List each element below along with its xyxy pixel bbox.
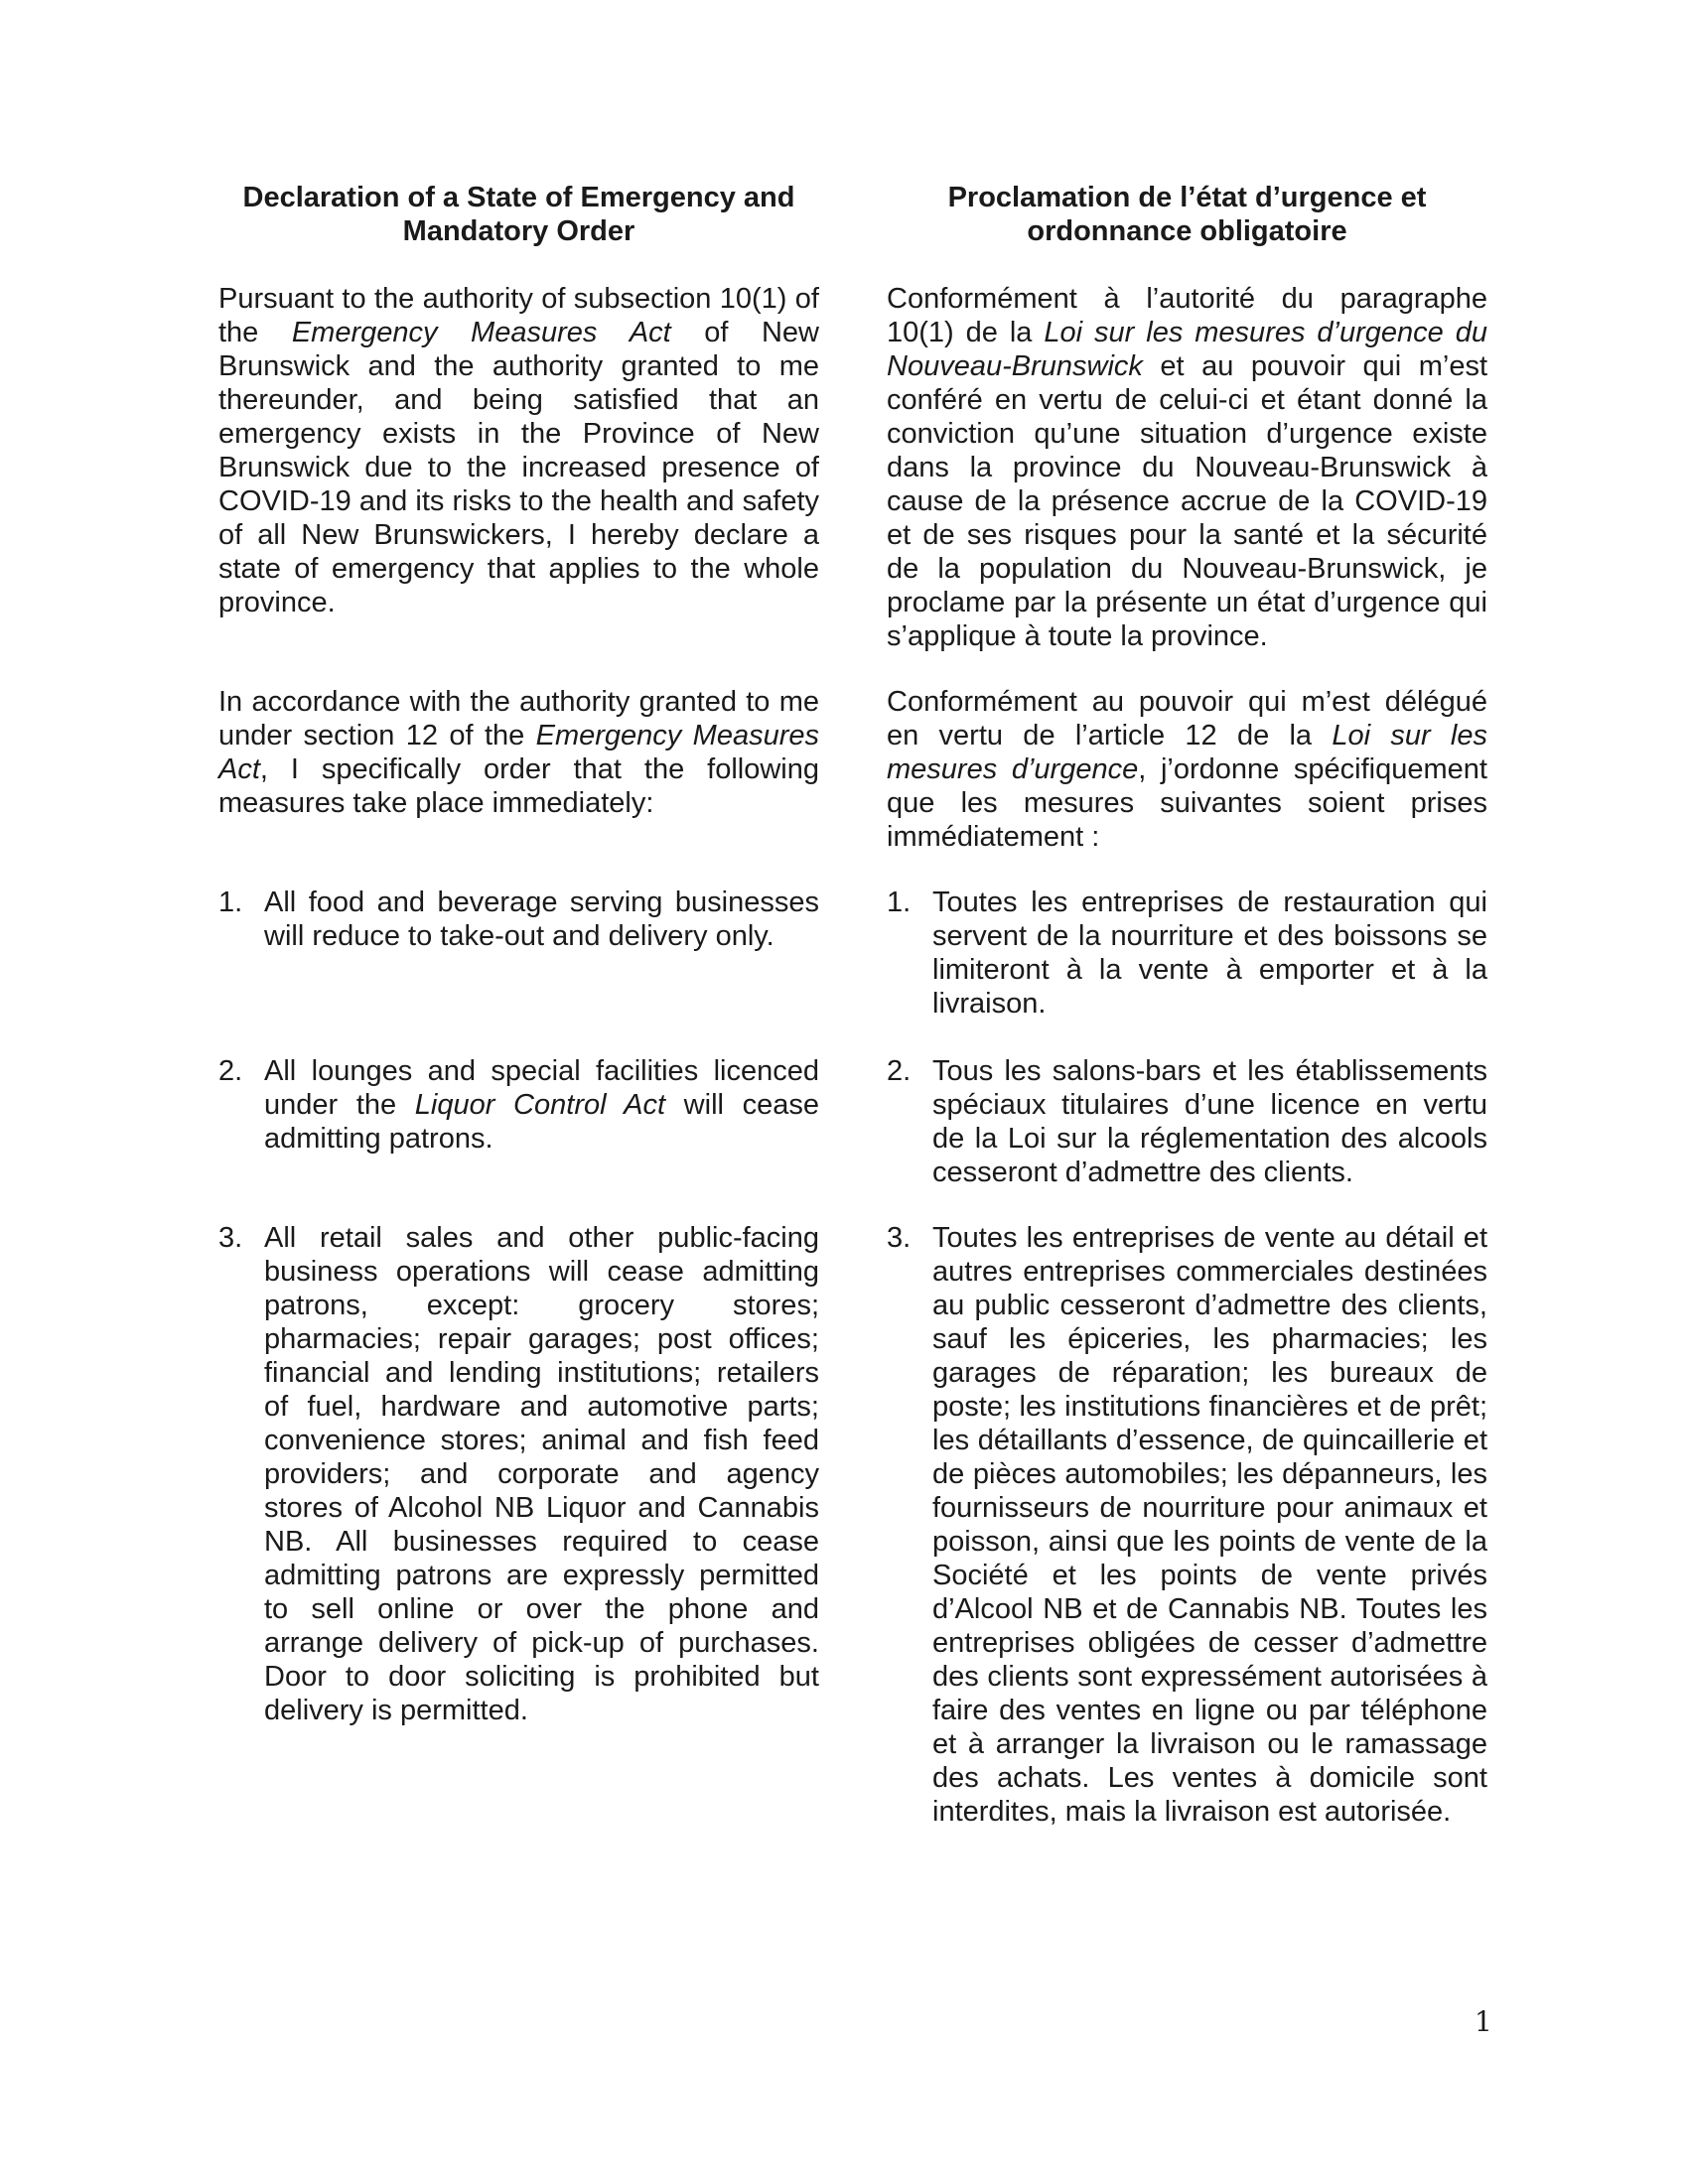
french-item-2-number: 2.: [887, 1055, 912, 1087]
english-paragraph-order-text: In accordance with the authority granted to me under section 12 of the: [218, 686, 819, 751]
french-item-3-text: [932, 1221, 1487, 1829]
page-number: 1: [1475, 2005, 1492, 2038]
french-paragraph-authority-text-cont: et au pouvoir qui m’est conféré en vertu de celui-ci et étant donné la conviction qu’une situation d’urgence existe dans la province du Nouveau-Brunswick à cause de la présence accrue de la COVID-19 et de ses risques pour la santé et la sécurité de la population du Nouveau-Brunswick, je proclame par la présente un état d’urgence qui s’applique à toute la province.: [887, 350, 1487, 652]
english-item-1-number: 1.: [218, 887, 243, 918]
english-item-1-text-main: All food and beverage serving businesses will reduce to take-out and delivery only.: [264, 887, 819, 952]
french-item-3-text-main: Toutes les entreprises de vente au détail et autres entreprises commerciales destinées au public cesseront d’admettre des clients, sauf les épiceries, les pharmacies; les garages de réparation; les bureaux de poste; les institutions financières et de prêt; les détaillants d’essence, de quincaillerie et de pièces automobiles; les dépanneurs, les fournisseurs de nourriture pour animaux et poisson, ainsi que les points de vente de la Société et les points de vente privés d’Alcool NB et de Cannabis NB. Toutes les entreprises obligées de cesser d’admettre des clients sont expressément autorisées à faire des ventes en ligne ou par téléphone et à arranger la livraison ou le ramassage des achats. Les ventes à domicile sont interdites, mais la livraison est autorisée.: [932, 1222, 1487, 1828]
english-paragraph-order: [218, 685, 819, 820]
french-item-1-text: [932, 886, 1487, 1021]
english-item-2-text-cont: will cease admitting patrons.: [264, 1089, 819, 1155]
french-item-1-text-main: Toutes les entreprises de restauration qui servent de la nourriture et des boissons se limiteront à la vente à emporter et à la livraison.: [932, 887, 1487, 1020]
french-item-3-number: 3.: [887, 1222, 912, 1254]
english-act-name: Emergency Measures Act: [291, 317, 671, 348]
english-item-2-number: 2.: [218, 1055, 243, 1087]
english-item-2-text: [264, 1054, 819, 1156]
english-item-3-number: 3.: [218, 1222, 243, 1254]
french-paragraph-order: [887, 685, 1487, 854]
french-act-name: Loi sur les mesures d’urgence du Nouveau-Brunswick: [887, 317, 1487, 382]
french-item-2-text-main: Tous les salons-bars et les établissements spéciaux titulaires d’une licence en vertu de la Loi sur la réglementation des alcools cesseront d’admettre des clients.: [932, 1055, 1487, 1188]
french-act-name-2: Loi sur les mesures d’urgence: [887, 720, 1487, 785]
french-column: [887, 181, 1487, 1828]
french-paragraph-order-text: Conformément au pouvoir qui m’est délégué en vertu de l’article 12 de la: [887, 686, 1487, 751]
english-paragraph-authority-text: Pursuant to the authority of subsection 10(1) of the: [218, 283, 819, 348]
english-paragraph-authority-text-cont: of New Brunswick and the authority granted to me thereunder, and being satisfied that an emergency exists in the Province of New Brunswick due to the increased presence of COVID-19 and its risks to the health and safety of all New Brunswickers, I hereby declare a state of emergency that applies to the whole province.: [218, 317, 819, 618]
english-paragraph-order-text-cont: , I specifically order that the following measures take place immediately:: [218, 753, 819, 819]
french-item-2-text: [932, 1054, 1487, 1189]
english-column: [218, 181, 819, 1726]
french-paragraph-authority-text: Conformément à l’autorité du paragraphe 10(1) de la: [887, 283, 1487, 348]
french-paragraph-order-text-cont: , j’ordonne spécifiquement que les mesures suivantes soient prises immédiatement :: [887, 753, 1487, 853]
english-item-2-text-main: All lounges and special facilities licenced under the: [264, 1055, 819, 1121]
english-paragraph-authority: [218, 282, 819, 619]
french-item-1-number: 1.: [887, 887, 912, 918]
english-item-3-text: [264, 1221, 819, 1727]
english-act-name-2: Emergency Measures Act: [218, 720, 819, 785]
english-item-1-text: [264, 886, 819, 953]
english-item-3-text-main: All retail sales and other public-facing business operations will cease admitting patrons, except: grocery stores; pharmacies; repair garages; post offices; financial and lending institutions; retailers of fuel, hardware and automotive parts; convenience stores; animal and fish feed providers; and corporate and agency stores of Alcohol NB Liquor and Cannabis NB. All businesses required to cease admitting patrons are expressly permitted to sell online or over the phone and arrange delivery of pick-up of purchases. Door to door soliciting is prohibited but delivery is permitted.: [264, 1222, 819, 1726]
english-item-2-act-name: Liquor Control Act: [414, 1089, 666, 1121]
french-paragraph-authority: [887, 282, 1487, 653]
english-title: Declaration of a State of Emergency and Mandatory Order: [242, 182, 795, 247]
french-title: Proclamation de l’état d’urgence et ordonnance obligatoire: [947, 182, 1427, 247]
